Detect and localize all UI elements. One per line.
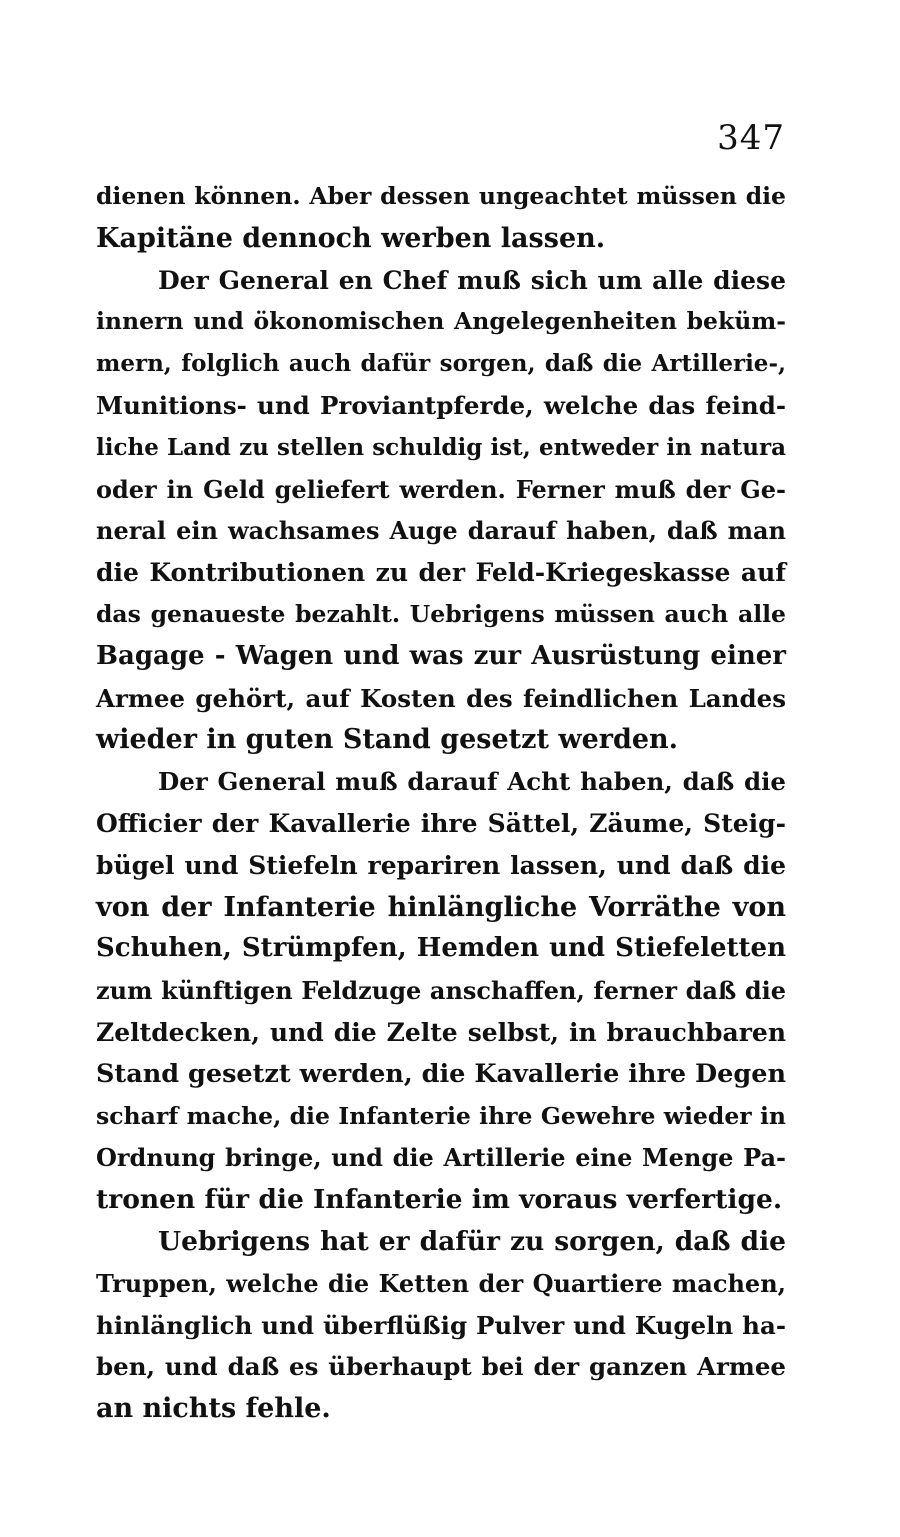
text-line: tronen für die Infanterie im voraus verfertige. (96, 1184, 783, 1216)
text-line: von der Infanterie hinlängliche Vorräthe von (96, 891, 786, 923)
text-line: scharf mache, die Infanterie ihre Gewehre wieder in (96, 1101, 786, 1130)
text-line: bügel und Stiefeln repariren lassen, und daß die (96, 850, 786, 880)
text-line: dienen können. Aber dessen ungeachtet müssen die (96, 182, 786, 210)
text-line: Zeltdecken, und die Zelte selbst, in brauchbaren (96, 1017, 786, 1047)
text-line: innern und ökonomischen Angelegenheiten beküm- (96, 307, 786, 336)
text-line: oder in Geld geliefert werden. Ferner muß der Ge- (96, 474, 786, 504)
paragraph-start-line: Uebrigens hat er dafür zu sorgen, daß die (158, 1225, 786, 1257)
paragraph-start-line: Der General muß darauf Acht haben, daß die (158, 767, 786, 797)
text-line: mern, folglich auch dafür sorgen, daß die Artillerie-, (96, 350, 786, 378)
text-line: ben, und daß es überhaupt bei der ganzen Armee (96, 1352, 786, 1382)
text-line: liche Land zu stellen schuldig ist, entweder in natura (96, 433, 786, 461)
text-line: hinlänglich und überflüßig Pulver und Kugeln ha- (96, 1310, 786, 1340)
text-line: zum künftigen Feldzuge anschaffen, ferner daß die (96, 976, 786, 1006)
text-line: Kapitäne dennoch werben lassen. (96, 222, 606, 254)
text-line: Armee gehört, auf Kosten des feindlichen Landes (96, 683, 786, 713)
paragraph-start-line: Der General en Chef muß sich um alle diese (158, 265, 786, 295)
text-line: wieder in guten Stand gesetzt werden. (96, 724, 679, 756)
text-line: Bagage - Wagen und was zur Ausrüstung einer (96, 640, 786, 671)
text-line: an nichts fehle. (96, 1393, 331, 1425)
text-line: die Kontributionen zu der Feld-Kriegeskasse auf (96, 558, 786, 588)
text-line: Officier der Kavallerie ihre Sättel, Zäume, Steig- (96, 808, 786, 838)
text-line: Truppen, welche die Ketten der Quartiere machen, (96, 1268, 786, 1298)
page-number: 347 (717, 118, 785, 158)
text-line: Schuhen, Strümpfen, Hemden und Stiefeletten (96, 933, 786, 964)
text-line: neral ein wachsames Auge darauf haben, daß man (96, 516, 786, 546)
text-line: Munitions- und Proviantpferde, welche das feind- (96, 390, 786, 420)
text-line: Stand gesetzt werden, die Kavallerie ihre Degen (96, 1058, 786, 1089)
body-text (96, 176, 786, 1430)
text-line: Ordnung bringe, und die Artillerie eine Menge Pa- (96, 1143, 786, 1173)
text-line: das genaueste bezahlt. Uebrigens müssen auch alle (96, 599, 786, 628)
